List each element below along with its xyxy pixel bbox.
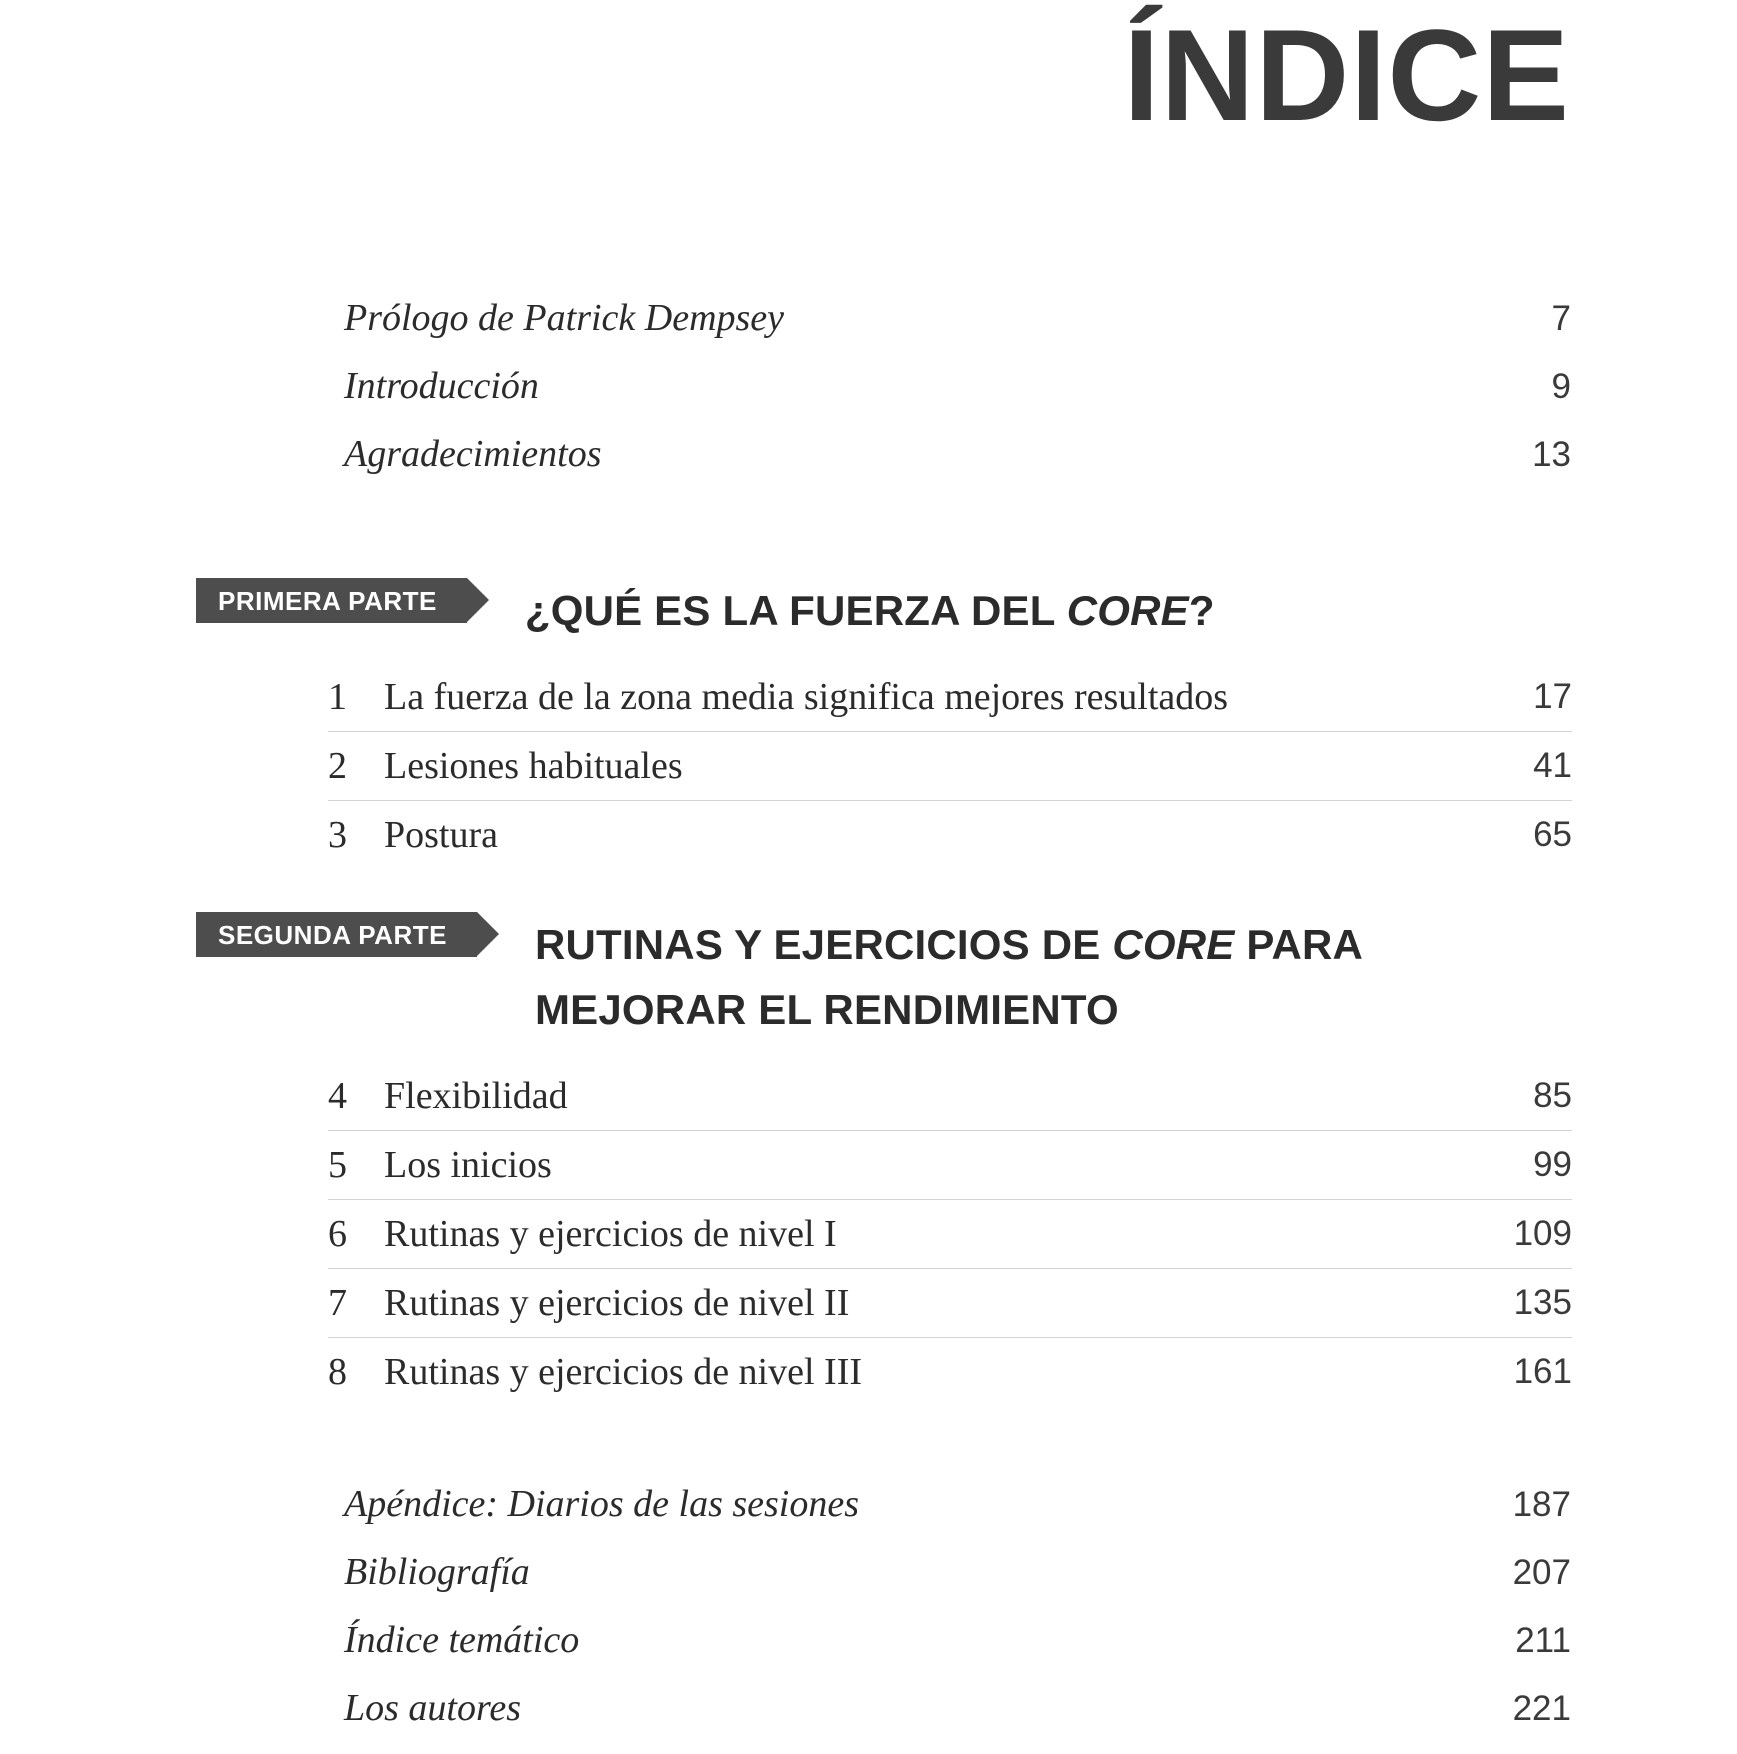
chapter-page: 99 [1533, 1145, 1572, 1185]
back-matter-title: Los autores [344, 1687, 522, 1729]
back-matter-page: 207 [1512, 1553, 1571, 1592]
table-row[interactable] [328, 801, 1572, 869]
part-title-italic: CORE [1066, 587, 1189, 634]
part-title-post: PARA MEJORAR EL RENDIMIENTO [534, 921, 1362, 1034]
part-tag: SEGUNDA PARTE [196, 912, 477, 957]
chapter-number: 6 [328, 1213, 347, 1256]
chapter-list [328, 663, 1572, 869]
chapter-title: La fuerza de la zona media significa mejores resultados [384, 676, 1229, 719]
table-row[interactable] [328, 1200, 1572, 1269]
front-matter-title: Agradecimientos [344, 433, 602, 475]
front-matter-title: Introducción [344, 365, 539, 407]
table-row[interactable] [328, 1269, 1572, 1338]
part-header [196, 578, 1576, 643]
front-matter-list [344, 296, 1571, 500]
chapter-title: Flexibilidad [384, 1075, 568, 1118]
chapter-title: Rutinas y ejercicios de nivel I [384, 1213, 837, 1256]
list-item[interactable] [344, 1550, 1571, 1618]
part-title-italic: CORE [1112, 921, 1235, 968]
part-title-pre: RUTINAS Y EJERCICIOS DE [534, 921, 1113, 968]
table-row[interactable] [328, 663, 1572, 732]
table-row[interactable] [328, 732, 1572, 801]
list-item[interactable] [344, 432, 1571, 500]
chapter-list [328, 1062, 1572, 1406]
list-item[interactable] [344, 1686, 1571, 1754]
chapter-number: 5 [328, 1144, 347, 1187]
chapter-page: 161 [1513, 1352, 1572, 1392]
chapter-title: Rutinas y ejercicios de nivel III [384, 1351, 863, 1394]
chapter-number: 8 [328, 1351, 347, 1394]
chapter-page: 85 [1533, 1076, 1572, 1116]
chapter-page: 17 [1533, 677, 1572, 717]
back-matter-title: Índice temático [344, 1619, 580, 1661]
back-matter-list [344, 1482, 1571, 1754]
table-row[interactable] [328, 1338, 1572, 1406]
part-title [525, 578, 1215, 643]
part-title [535, 912, 1545, 1042]
list-item[interactable] [344, 364, 1571, 432]
chapter-title: Rutinas y ejercicios de nivel II [384, 1282, 850, 1325]
back-matter-title: Apéndice: Diarios de las sesiones [344, 1483, 860, 1525]
list-item[interactable] [344, 1482, 1571, 1550]
part-title-post: ? [1188, 587, 1215, 634]
chapter-page: 65 [1533, 815, 1572, 855]
back-matter-title: Bibliografía [344, 1551, 530, 1593]
chapter-number: 2 [328, 745, 347, 788]
chapter-number: 1 [328, 676, 347, 719]
chapter-title: Postura [384, 814, 498, 857]
chapter-number: 3 [328, 814, 347, 857]
page-title: ÍNDICE [1123, 2, 1570, 148]
back-matter-page: 211 [1515, 1621, 1571, 1660]
part-tag: PRIMERA PARTE [196, 578, 467, 623]
back-matter-page: 221 [1512, 1689, 1571, 1728]
table-row[interactable] [328, 1131, 1572, 1200]
front-matter-page: 7 [1551, 299, 1571, 338]
part-title-pre: ¿QUÉ ES LA FUERZA DEL [524, 587, 1067, 634]
chapter-title: Los inicios [384, 1144, 552, 1187]
chapter-title: Lesiones habituales [384, 745, 683, 788]
back-matter-page: 187 [1512, 1485, 1571, 1524]
chapter-number: 4 [328, 1075, 347, 1118]
table-row[interactable] [328, 1062, 1572, 1131]
chapter-page: 135 [1513, 1283, 1572, 1323]
list-item[interactable] [344, 296, 1571, 364]
chapter-page: 41 [1533, 746, 1572, 786]
front-matter-page: 9 [1551, 367, 1571, 406]
part-section-1 [196, 578, 1576, 869]
front-matter-title: Prólogo de Patrick Dempsey [344, 297, 785, 339]
chapter-number: 7 [328, 1282, 347, 1325]
chapter-page: 109 [1513, 1214, 1572, 1254]
list-item[interactable] [344, 1618, 1571, 1686]
part-header [196, 912, 1576, 1042]
front-matter-page: 13 [1532, 435, 1571, 474]
part-section-2 [196, 912, 1576, 1406]
